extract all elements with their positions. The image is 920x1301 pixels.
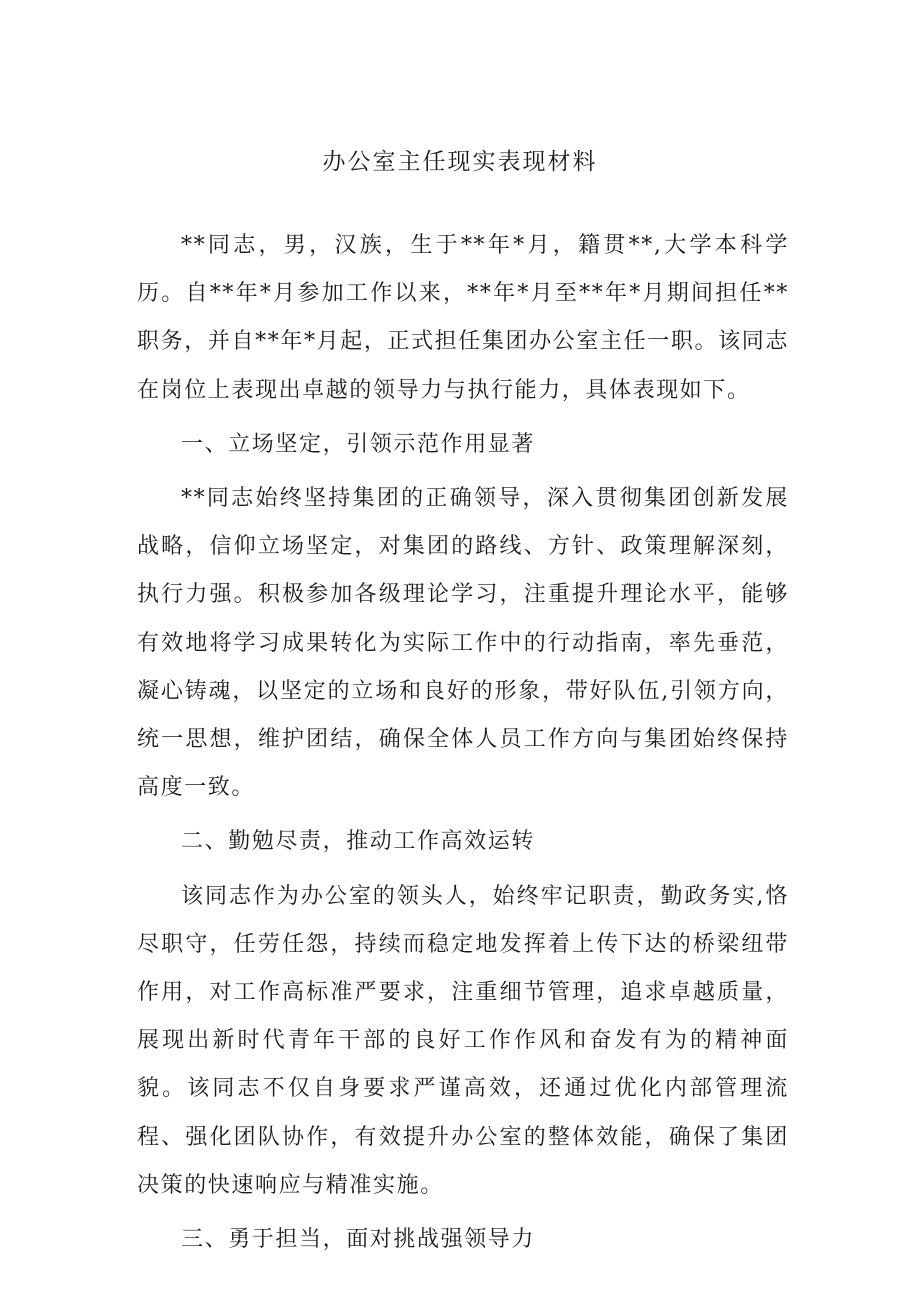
section-1-heading: 一、立场坚定，引领示范作用显著	[181, 431, 536, 457]
section-2-heading: 二、勤勉尽责，推动工作高效运转	[181, 829, 536, 855]
document-title: 办公室主任现实表现材料	[322, 149, 598, 175]
section-2-paragraph: 该同志作为办公室的领头人，始终牢记职责，勤政务实,恪尽职守，任劳任怨，持续而稳定地发挥着上传下达的桥梁纽带作用，对工作高标准严要求，注重细节管理，追求卓越质量，展现出新时代青年干部的良好工作作风和奋发有为的精神面貌。该同志不仅自身要求严谨高效，还通过优化内部管理流程、强化团队协作，有效提升办公室的整体效能，确保了集团决策的快速响应与精准实施。	[137, 883, 789, 1198]
document-body	[137, 222, 789, 1264]
intro-paragraph: **同志，男，汉族，生于**年*月，籍贯**,大学本科学历。自**年*月参加工作以来，**年*月至**年*月期间担任**职务，并自**年*月起，正式担任集团办公室主任一职。该同志在岗位上表现出卓越的领导力与执行能力，具体表现如下。	[137, 233, 789, 403]
section-3-heading: 三、勇于担当，面对挑战强领导力	[181, 1227, 536, 1253]
section-1-paragraph: **同志始终坚持集团的正确领导，深入贯彻集团创新发展战略，信仰立场坚定，对集团的路线、方针、政策理解深刻，执行力强。积极参加各级理论学习，注重提升理论水平，能够有效地将学习成果转化为实际工作中的行动指南，率先垂范，凝心铸魂，以坚定的立场和良好的形象，带好队伍,引领方向，统一思想，维护团结，确保全体人员工作方向与集团始终保持高度一致。	[137, 486, 789, 801]
